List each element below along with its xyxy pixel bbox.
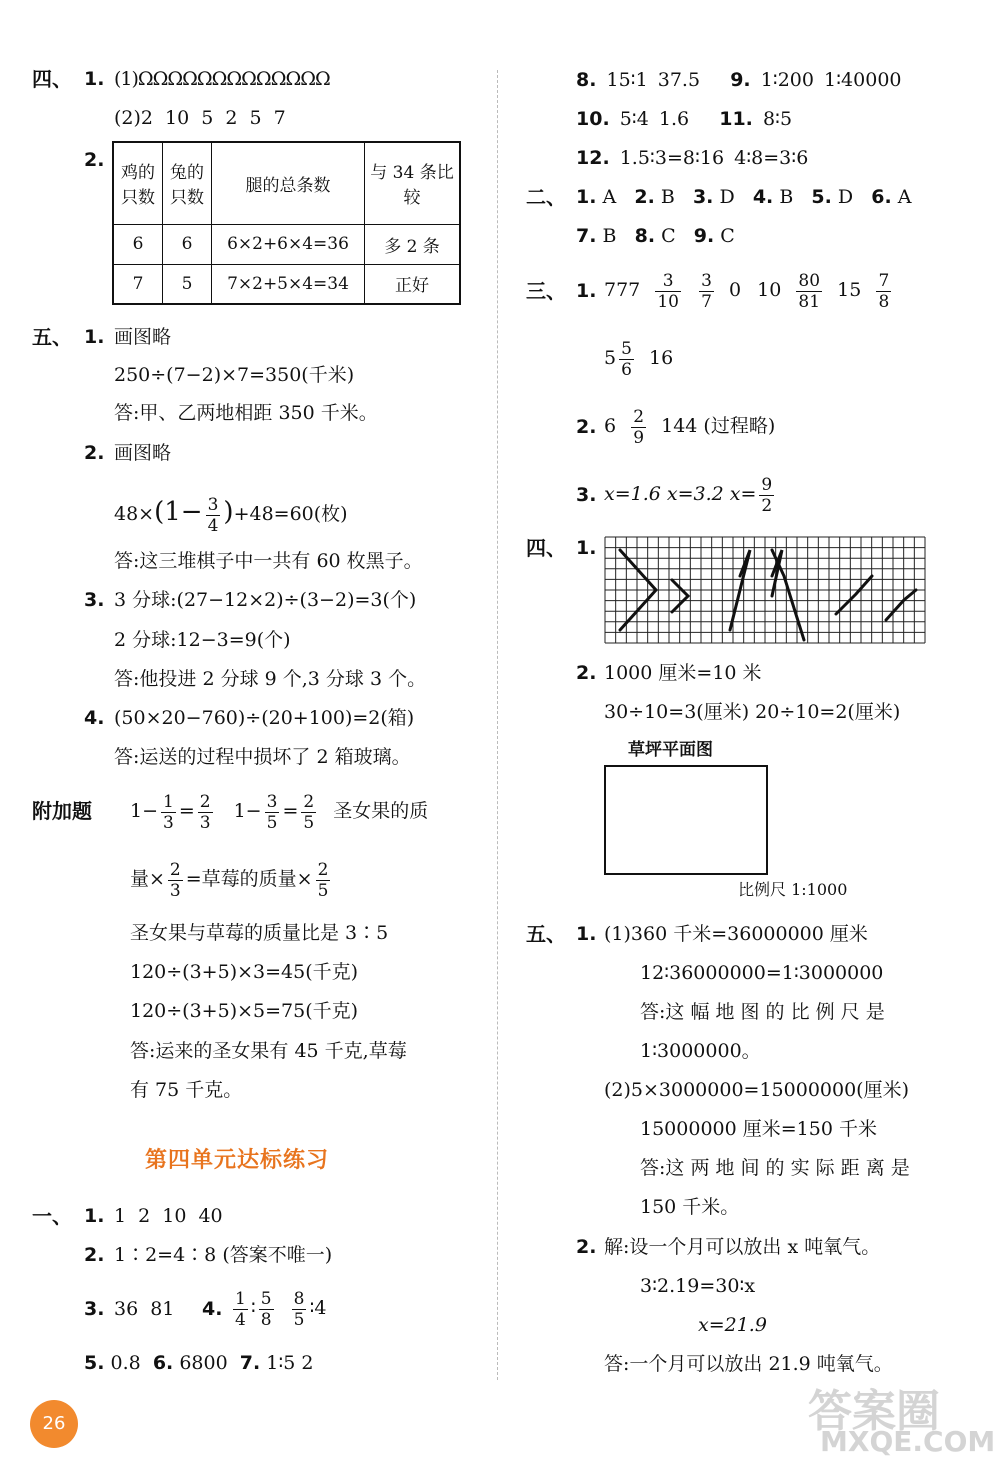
formula-part: 5 <box>604 347 617 369</box>
answer-line: 答:这三堆棋子中一共有 60 枚黑子。 <box>114 550 423 572</box>
section-5-label: 五、 <box>32 325 72 349</box>
frac-numerator: 9 <box>761 474 773 495</box>
answer-line: 3∶2.19=30∶x <box>640 1275 756 1297</box>
answer-line: (2)2 10 5 2 5 7 <box>114 107 286 129</box>
frac-denominator: 5 <box>303 812 315 833</box>
table-header: 腿的总条数 <box>212 142 365 224</box>
q-number: 1. <box>84 1205 105 1227</box>
grid-drawing <box>604 536 926 644</box>
fraction <box>206 495 221 536</box>
q-number: 6. <box>871 186 892 208</box>
table-header: 兔的只数 <box>163 142 212 224</box>
frac-numerator: 5 <box>621 338 632 359</box>
table-cell: 多 2 条 <box>365 224 461 264</box>
answer-line: (2)5×3000000=15000000(厘米) <box>604 1079 909 1101</box>
q-number: 6. <box>152 1352 174 1374</box>
fraction <box>619 339 634 380</box>
answer-line <box>576 107 792 131</box>
frac-denominator: 5 <box>317 880 329 901</box>
formula-part: 圣女果的质 <box>333 800 429 822</box>
q-number: 10. <box>576 108 610 130</box>
q-number: 7. <box>576 225 597 247</box>
fraction <box>259 1289 274 1330</box>
fraction <box>796 271 822 312</box>
lawn-rectangle <box>604 765 768 875</box>
table-header: 与 34 条比较 <box>365 142 461 224</box>
answer-line: 答:甲、乙两地相距 350 千米。 <box>114 402 378 424</box>
table-cell: 6 <box>163 224 212 264</box>
table-cell: 7 <box>113 264 163 304</box>
answer-line: 250÷(7−2)×7=350(千米) <box>114 364 355 386</box>
answer-line <box>576 68 902 92</box>
watermark-logo: 答案圈 <box>808 1386 940 1437</box>
frac-numerator: 2 <box>199 791 211 812</box>
formula-part: 6 <box>604 415 617 437</box>
formula-part: 1− <box>130 800 159 822</box>
answer-line: 圣女果与草莓的质量比是 3∶5 <box>130 922 389 944</box>
answer-line: (1)360 千米=36000000 厘米 <box>604 923 868 945</box>
answer-line: 1∶2=4∶8 (答案不唯一) <box>114 1244 333 1266</box>
formula-part: =草莓的质量× <box>185 868 313 890</box>
formula-part: ∶ <box>250 1297 256 1319</box>
chicken-rabbit-table <box>112 141 461 305</box>
q-number: 12. <box>576 147 610 169</box>
formula-part: 15 <box>837 279 862 301</box>
answer-value: 1.5∶3=8∶16 4∶8=3∶6 <box>619 147 809 169</box>
formula-line <box>230 1285 326 1331</box>
q-number: 3. <box>576 484 597 506</box>
choice-answer: A <box>897 186 912 208</box>
frac-numerator: 80 <box>798 270 821 291</box>
table-row <box>113 264 460 304</box>
page-number: 26 <box>30 1400 78 1448</box>
section-2-label: 二、 <box>526 185 566 209</box>
frac-denominator: 10 <box>657 291 679 312</box>
q-number: 11. <box>719 108 753 130</box>
answer-value: 8∶5 <box>762 108 793 130</box>
choice-answer: D <box>719 186 735 208</box>
formula-part: = <box>282 800 299 822</box>
frac-numerator: 3 <box>266 791 278 812</box>
q-number: 2. <box>84 442 105 464</box>
frac-numerator: 1 <box>163 791 174 812</box>
column-divider <box>497 70 498 1380</box>
fraction <box>161 792 176 833</box>
answer-value: 5∶4 1.6 <box>619 108 690 130</box>
frac-numerator: 3 <box>701 270 712 291</box>
frac-denominator: 3 <box>169 880 181 901</box>
answer-line: 画图略 <box>114 442 172 464</box>
answer-line: 30÷10=3(厘米) 20÷10=2(厘米) <box>604 701 901 723</box>
q-number: 2. <box>576 662 597 684</box>
fraction <box>699 271 714 312</box>
choice-answer: B <box>660 186 675 208</box>
answer-line: (50×20−760)÷(20+100)=2(箱) <box>114 707 415 729</box>
answer-line: 答:这 两 地 间 的 实 际 距 离 是 <box>640 1157 910 1179</box>
table-header: 鸡的只数 <box>113 142 163 224</box>
answer-line: 有 75 千克。 <box>130 1079 243 1101</box>
frac-numerator: 7 <box>878 270 890 291</box>
answer-value: 0.8 <box>110 1352 141 1374</box>
scale-label: 比例尺 1:1000 <box>738 880 848 899</box>
formula-part: 48× <box>114 503 155 525</box>
answer-line: 150 千米。 <box>640 1196 740 1218</box>
answer-line: 1∶3000000。 <box>640 1040 761 1062</box>
q-number: 4. <box>202 1298 223 1320</box>
answer-line: (1)ΩΩΩΩΩΩΩΩΩΩΩΩΩ <box>114 68 330 90</box>
table-cell: 7×2+5×4=34 <box>212 264 365 304</box>
fraction <box>301 792 316 833</box>
q-number: 4. <box>84 707 105 729</box>
q-number: 5. <box>811 186 832 208</box>
q-number: 2. <box>84 1244 105 1266</box>
q-number: 1. <box>84 68 105 90</box>
answer-line: 解:设一个月可以放出 x 吨氧气。 <box>604 1236 881 1258</box>
formula-line <box>604 266 894 314</box>
choice-answer: D <box>837 186 854 208</box>
choice-answer: C <box>661 225 676 247</box>
frac-numerator: 2 <box>317 859 329 880</box>
q-number: 2. <box>634 186 655 208</box>
frac-numerator: 2 <box>633 406 645 427</box>
formula-part: (1− <box>154 497 203 527</box>
frac-denominator: 9 <box>633 427 645 448</box>
formula-part: 量× <box>130 868 165 890</box>
choice-answer: A <box>602 186 617 208</box>
frac-numerator: 5 <box>260 1288 272 1309</box>
table-row <box>113 224 460 264</box>
formula-line <box>130 856 333 902</box>
frac-numerator: 2 <box>303 791 315 812</box>
frac-numerator: 8 <box>293 1288 305 1309</box>
q-number: 1. <box>84 326 105 348</box>
q-number: 1. <box>576 280 597 302</box>
q-number: 3. <box>692 186 714 208</box>
q-number: 1. <box>576 923 597 945</box>
formula-part: x=1.6 x=3.2 x= <box>604 483 757 505</box>
formula-part: = <box>178 800 195 822</box>
formula-part: ) <box>223 497 234 527</box>
choice-row <box>576 185 912 209</box>
shape-slash-2 <box>886 590 916 620</box>
q-number: 1. <box>576 186 597 208</box>
fraction <box>759 475 774 516</box>
formula-part: 16 <box>649 347 674 369</box>
answer-line: 1 2 10 40 <box>114 1205 223 1227</box>
answer-value: 1∶5 2 <box>266 1352 314 1374</box>
answer-line: x=21.9 <box>698 1314 767 1336</box>
drawing-title: 草坪平面图 <box>628 740 713 760</box>
frac-denominator: 5 <box>293 1309 305 1330</box>
table-cell: 6×2+6×4=36 <box>212 224 365 264</box>
answer-line: 答:运送的过程中损坏了 2 箱玻璃。 <box>114 746 411 768</box>
formula-line <box>114 490 348 536</box>
table-cell: 6 <box>113 224 163 264</box>
frac-denominator: 2 <box>761 495 773 516</box>
answer-value: 1∶200 1∶40000 <box>760 69 902 91</box>
q-number: 3. <box>84 1298 105 1320</box>
formula-line <box>130 788 428 834</box>
frac-denominator: 81 <box>798 291 821 312</box>
fraction <box>292 1289 307 1330</box>
formula-part: 0 10 <box>729 279 782 301</box>
formula-part: +48=60(枚) <box>233 503 348 525</box>
frac-denominator: 7 <box>701 291 712 312</box>
answer-line: 画图略 <box>114 326 172 348</box>
fraction <box>631 407 646 448</box>
answer-line: 36 81 <box>114 1298 175 1320</box>
answer-line: 120÷(3+5)×3=45(千克) <box>130 961 359 983</box>
shape-letter-3 <box>772 550 782 596</box>
formula-line <box>604 470 777 518</box>
frac-denominator: 4 <box>235 1309 246 1330</box>
answer-line <box>576 146 808 170</box>
fraction <box>168 860 183 901</box>
fraction <box>876 271 891 312</box>
section-4-label: 四、 <box>32 67 72 91</box>
q-number: 5. <box>84 1352 105 1374</box>
frac-denominator: 5 <box>266 812 278 833</box>
answer-line: 12∶36000000=1∶3000000 <box>640 962 884 984</box>
q-number: 2. <box>84 149 105 171</box>
frac-denominator: 4 <box>207 515 219 536</box>
q-number: 9. <box>730 69 751 91</box>
fraction <box>198 792 213 833</box>
answer-line <box>84 1351 314 1375</box>
frac-denominator: 6 <box>621 359 632 380</box>
q-number: 1. <box>576 537 597 559</box>
section-1-label: 一、 <box>32 1204 72 1228</box>
frac-denominator: 3 <box>163 812 174 833</box>
unit-title: 第四单元达标练习 <box>145 1148 330 1173</box>
formula-line <box>604 402 775 450</box>
frac-denominator: 8 <box>260 1309 272 1330</box>
formula-line <box>604 334 673 382</box>
q-number: 8. <box>634 225 656 247</box>
choice-answer: B <box>602 225 617 247</box>
formula-part: 777 <box>604 279 641 301</box>
choice-row <box>576 224 735 248</box>
frac-numerator: 3 <box>207 494 219 515</box>
answer-line: 答:一个月可以放出 21.9 吨氧气。 <box>604 1353 893 1375</box>
answer-line: 答:运来的圣女果有 45 千克,草莓 <box>130 1040 407 1062</box>
fraction <box>316 860 331 901</box>
answer-value: 6800 <box>179 1352 228 1374</box>
fraction <box>233 1289 248 1330</box>
watermark-url: MXQE.COM <box>820 1425 996 1458</box>
answer-line: 答:这 幅 地 图 的 比 例 尺 是 <box>640 1001 885 1023</box>
fraction <box>655 271 681 312</box>
answer-line: 120÷(3+5)×5=75(千克) <box>130 1000 359 1022</box>
section-3-label: 三、 <box>526 279 566 303</box>
fraction <box>265 792 280 833</box>
frac-numerator: 3 <box>655 271 681 292</box>
formula-part: 1− <box>233 800 262 822</box>
q-number: 2. <box>576 1236 597 1258</box>
shape-slash-1 <box>836 576 872 614</box>
answer-line: 3 分球:(27−12×2)÷(3−2)=3(个) <box>114 589 417 611</box>
q-number: 7. <box>239 1352 261 1374</box>
table-cell: 5 <box>163 264 212 304</box>
choice-answer: B <box>779 186 794 208</box>
q-number: 3. <box>84 589 105 611</box>
answer-line: 2 分球:12−3=9(个) <box>114 629 291 651</box>
frac-denominator: 3 <box>199 812 211 833</box>
q-number: 8. <box>576 69 597 91</box>
choice-answer: C <box>720 225 735 247</box>
formula-part: 144 (过程略) <box>661 415 776 437</box>
section-5-label: 五、 <box>526 922 566 946</box>
bonus-label: 附加题 <box>32 799 92 823</box>
answer-value: 15∶1 37.5 <box>606 69 701 91</box>
q-number: 4. <box>752 186 774 208</box>
section-4-label: 四、 <box>526 536 566 560</box>
q-number: 9. <box>693 225 715 247</box>
answer-line: 15000000 厘米=150 千米 <box>640 1118 877 1140</box>
answer-line: 1000 厘米=10 米 <box>604 662 762 684</box>
frac-numerator: 2 <box>169 859 181 880</box>
formula-part: ∶4 <box>309 1297 327 1319</box>
table-cell: 正好 <box>365 264 461 304</box>
answer-line: 答:他投进 2 分球 9 个,3 分球 3 个。 <box>114 668 427 690</box>
frac-numerator: 1 <box>235 1288 246 1309</box>
q-number: 2. <box>576 416 597 438</box>
frac-denominator: 8 <box>878 291 890 312</box>
